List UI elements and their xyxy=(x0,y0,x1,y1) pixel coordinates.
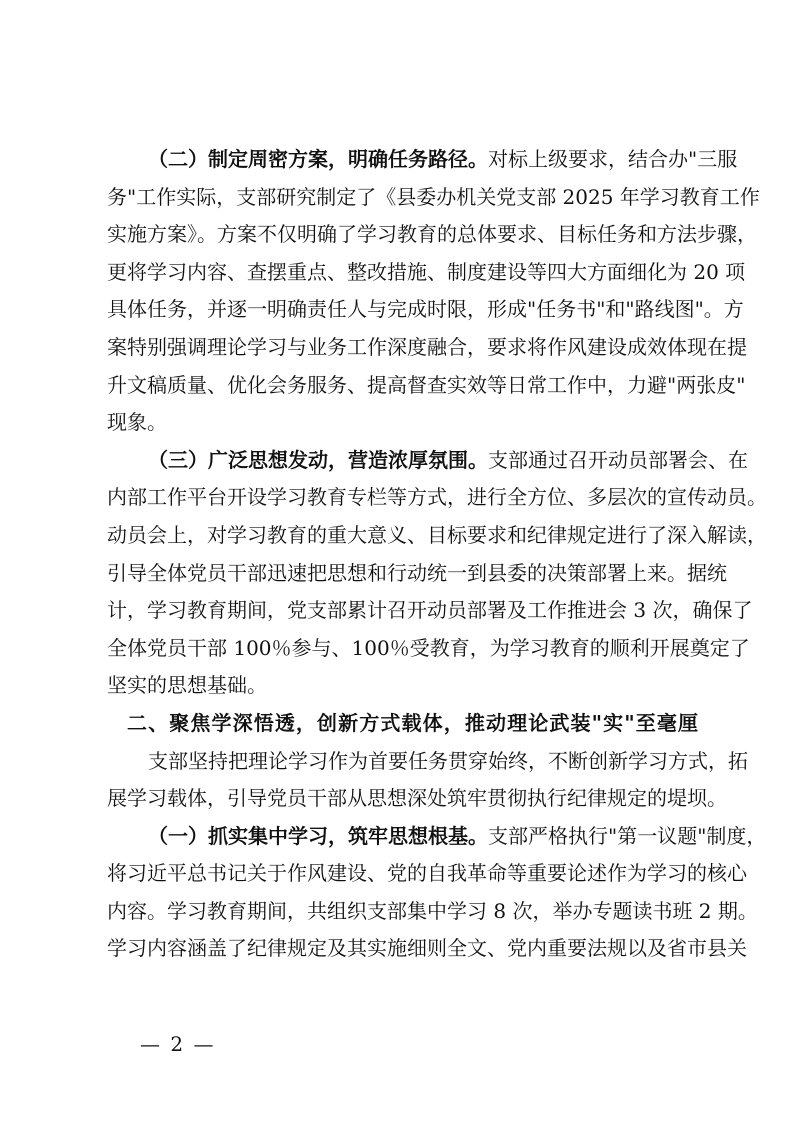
paragraph-lead: （二）制定周密方案，明确任务路径。 xyxy=(148,147,488,171)
page-number: — 2 — xyxy=(140,1032,216,1056)
text-line: 具体任务，并逐一明确责任人与完成时限，形成"任务书"和"路线图"。方 xyxy=(107,297,744,322)
text-span: 支部严格执行"第一议题"制度， xyxy=(488,823,767,848)
paragraph-centralized-study xyxy=(107,818,767,968)
section-heading: 二、聚焦学深悟透，创新方式载体，推动理论武装"实"至毫厘 xyxy=(127,710,698,735)
text-line xyxy=(107,442,748,480)
text-line xyxy=(107,818,767,856)
text-line: 升文稿质量、优化会务服务、提高督查实效等日常工作中，力避"两张皮" xyxy=(107,372,746,397)
paragraph-intro xyxy=(107,743,748,818)
paragraph-formulate-plan xyxy=(107,141,760,442)
text-line xyxy=(107,141,738,179)
text-line: 实施方案》。方案不仅明确了学习教育的总体要求、目标任务和方法步骤， xyxy=(107,222,757,247)
text-line: 全体党员干部 100％参与、100％受教育，为学习教育的顺利开展奠定了 xyxy=(107,635,750,660)
text-line: 更将学习内容、查摆重点、整改措施、制度建设等四大方面细化为 20 项 xyxy=(107,259,746,284)
paragraph-lead: （三）广泛思想发动，营造浓厚氛围。 xyxy=(148,447,488,472)
document-page xyxy=(107,141,767,968)
text-line: 支部坚持把理论学习作为首要任务贯穿始终，不断创新学习方式，拓 xyxy=(148,748,748,773)
paragraph-mobilization xyxy=(107,442,767,705)
text-line: 计，学习教育期间，党支部累计召开动员部署及工作推进会 3 次，确保了 xyxy=(107,598,753,623)
text-line: 内部工作平台开设学习教育专栏等方式，进行全方位、多层次的宣传动员。 xyxy=(107,485,767,510)
text-line: 坚实的思想基础。 xyxy=(107,673,267,698)
text-span: 对标上级要求，结合办"三服 xyxy=(488,147,738,171)
text-line: 将习近平总书记关于作风建设、党的自我革命等重要论述作为学习的核心 xyxy=(107,861,747,886)
text-line: 案特别强调理论学习与业务工作深度融合，要求将作风建设成效体现在提 xyxy=(107,334,747,359)
text-line: 学习内容涵盖了纪律规定及其实施细则全文、党内重要法规以及省市县关 xyxy=(107,936,747,961)
text-line: 动员会上，对学习教育的重大意义、目标要求和纪律规定进行了深入解读， xyxy=(107,522,767,547)
text-line: 引导全体党员干部迅速把思想和行动统一到县委的决策部署上来。据统 xyxy=(107,560,727,585)
text-line: 展学习载体，引导党员干部从思想深处筑牢贯彻执行纪律规定的堤坝。 xyxy=(107,786,727,811)
text-line: 内容。学习教育期间，共组织支部集中学习 8 次，举办专题读书班 2 期。 xyxy=(107,898,758,923)
text-span: 支部通过召开动员部署会、在 xyxy=(488,447,748,472)
paragraph-lead: （一）抓实集中学习，筑牢思想根基。 xyxy=(148,823,488,848)
text-line: 务"工作实际，支部研究制定了《县委办机关党支部 2025 年学习教育工作 xyxy=(107,184,760,209)
text-line: 现象。 xyxy=(107,410,167,435)
